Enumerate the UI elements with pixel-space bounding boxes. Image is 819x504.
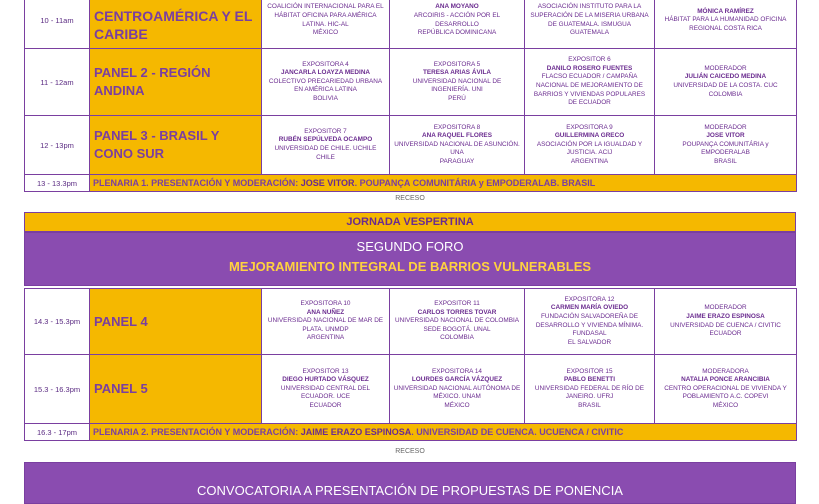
plenaria-tail: . POUPANÇA COMUNITÁRIA y EMPODERALAB. BRASIL <box>354 178 596 188</box>
speaker-country: EL SALVADOR <box>567 338 612 346</box>
speaker-name: ANA NUÑEZ <box>306 308 345 316</box>
speaker-cell <box>525 0 655 49</box>
speaker-name: DANILO ROSERO FUENTES <box>546 64 633 72</box>
speaker-name: LOURDES GARCÍA VÁZQUEZ <box>411 376 503 384</box>
speaker-country: ARGENTINA <box>570 157 609 165</box>
row-time: 15.3 - 16.3pm <box>25 355 90 424</box>
speaker-cell <box>390 0 525 49</box>
speaker-name: TERESA ARIAS ÁVILA <box>422 69 492 77</box>
speaker-country: GUATEMALA <box>570 29 609 37</box>
call-for-papers-title: CONVOCATORIA A PRESENTACIÓN DE PROPUESTAS DE PONENCIA <box>197 483 623 498</box>
speaker-org: UNIVERSIDAD NACIONAL DE COLOMBIA SEDE BOGOTÁ. UNAL <box>394 317 520 333</box>
speaker-name: JAIME ERAZO ESPINOSA <box>686 312 765 320</box>
speaker-role: EXPOSITORA 8 <box>433 123 481 131</box>
forum-subtitle: MEJORAMIENTO INTEGRAL DE BARRIOS VULNERABLES <box>228 259 592 274</box>
speaker-cell <box>525 289 655 355</box>
plenaria-time: 16.3 - 17pm <box>25 424 90 441</box>
panel-title: PANEL 5 <box>90 355 262 424</box>
speaker-country: ARGENTINA <box>306 334 345 342</box>
plenaria-time: 13 - 13.3pm <box>25 175 90 192</box>
speaker-country: COLOMBIA <box>708 90 743 98</box>
speaker-org: CENTRO OPERACIONAL DE VIVIENDA Y POBLAMIENTO A.C. COPEVI <box>664 384 787 401</box>
speaker-org: UNIVERSIDAD DE LA COSTA. CUC <box>673 82 778 89</box>
speaker-name: CARMEN MARÍA OVIEDO <box>550 304 629 312</box>
speaker-role: EXPOSITOR 7 <box>304 127 347 135</box>
speaker-cell <box>262 289 390 355</box>
speaker-org: UNIVERSIDAD FEDERAL DE RÍO DE JANEIRO. UFRJ <box>534 384 645 401</box>
speaker-role: MODERADOR <box>704 64 747 72</box>
speaker-role: EXPOSITORA 9 <box>566 123 613 131</box>
afternoon-schedule-table <box>24 288 797 441</box>
schedule-row <box>25 355 797 424</box>
speaker-country: MÉXICO <box>712 401 739 409</box>
speaker-cell <box>262 0 390 49</box>
speaker-country: REPÚBLICA DOMINICANA <box>417 29 497 37</box>
speaker-org: ARCOIRIS - ACCIÓN POR EL DESARROLLO <box>413 11 501 28</box>
schedule-row <box>25 0 797 49</box>
speaker-org: POUPANÇA COMUNITÁRIA y EMPODERALAB <box>682 140 769 157</box>
speaker-country: BOLIVIA <box>313 94 338 102</box>
plenaria-tail: . UNIVERSIDAD DE CUENCA. UCUENCA / CIVITIC <box>411 427 624 437</box>
receso-label: RECESO <box>395 195 425 202</box>
panel-title: PANEL 3 - BRASIL Y CONO SUR <box>90 116 262 175</box>
speaker-org: UNIVERSIDAD DE CHILE. UCHILE <box>274 145 377 152</box>
speaker-cell <box>390 355 525 424</box>
speaker-org: ASOCIACIÓN POR LA IGUALDAD Y JUSTICIA. ACIJ <box>536 140 643 157</box>
speaker-org: UNIVERSIDAD NACIONAL AUTÓNOMA DE MÉXICO. UNAM <box>393 384 521 401</box>
speaker-name: JULIÁN CAICEDO MEDINA <box>684 73 767 81</box>
speaker-country: ECUADOR <box>309 401 342 409</box>
plenaria-lead: PLENARIA 2. PRESENTACIÓN Y MODERACIÓN: <box>93 427 301 437</box>
speaker-country: CHILE <box>316 153 335 161</box>
speaker-name: RUBÉN SEPÚLVEDA OCAMPO <box>278 136 373 144</box>
speaker-cell <box>525 49 655 116</box>
speaker-name: ANA MOYANO <box>435 3 479 11</box>
speaker-cell <box>390 116 525 175</box>
speaker-role: EXPOSITOR 13 <box>302 367 349 375</box>
plenaria-text <box>90 424 797 441</box>
speaker-cell <box>655 116 797 175</box>
plenaria-moderator: JAIME ERAZO ESPINOSA <box>300 427 412 437</box>
speaker-cell <box>525 355 655 424</box>
row-time: 14.3 - 15.3pm <box>25 289 90 355</box>
speaker-country: COLOMBIA <box>440 334 474 342</box>
speaker-country: BRASIL <box>578 401 601 409</box>
speaker-country: BRASIL <box>714 157 737 165</box>
row-time: 12 - 13pm <box>25 116 90 175</box>
speaker-cell <box>655 0 797 49</box>
forum-title: SEGUNDO FORO <box>356 239 464 254</box>
jornada-header: JORNADA VESPERTINA <box>24 212 796 232</box>
speaker-name: JOSE VITOR <box>706 132 745 140</box>
speaker-role: EXPOSITORA 12 <box>564 295 615 303</box>
speaker-role: EXPOSITOR 11 <box>434 300 480 308</box>
speaker-name: PABLO BENETTI <box>563 376 615 384</box>
forum-banner <box>24 232 796 286</box>
speaker-org: UNIVERSIDAD NACIONAL DE MAR DE PLATA. UNMDP <box>267 317 384 333</box>
panel-title: PANEL 2 - REGIÓN ANDINA <box>90 49 262 116</box>
plenaria-row <box>25 424 797 441</box>
speaker-org: UNIVERSIDAD NACIONAL DE INGENIERÍA. UNI <box>412 77 502 94</box>
schedule-row <box>25 289 797 355</box>
speaker-cell <box>655 355 797 424</box>
speaker-org: UNIVERSIDAD NACIONAL DE ASUNCIÓN. UNA <box>394 140 520 157</box>
speaker-country: MÉXICO <box>312 29 339 37</box>
schedule-row <box>25 116 797 175</box>
panel-title: PANEL 4 <box>90 289 262 355</box>
speaker-org: UNIVERSIDAD DE CUENCA / CIVITIC <box>670 321 781 329</box>
speaker-cell <box>655 49 797 116</box>
speaker-org: ASOCIACIÓN INSTITUTO PARA LA SUPERACIÓN DE LA MISERIA URBANA DE GUATEMALA. ISMUGUA <box>530 3 649 28</box>
speaker-name: JANCARLA LOAYZA MEDINA <box>280 69 371 77</box>
speaker-org: COLECTIVO PRECARIEDAD URBANA EN AMÉRICA LATINA <box>268 77 383 94</box>
speaker-name: ANA RAQUEL FLORES <box>422 132 492 140</box>
call-for-papers-banner <box>24 462 796 504</box>
speaker-name: DIEGO HURTADO VÁSQUEZ <box>282 376 369 384</box>
speaker-country: ECUADOR <box>709 330 742 338</box>
speaker-country: MÉXICO <box>444 401 470 409</box>
speaker-cell <box>525 116 655 175</box>
speaker-cell <box>655 289 797 355</box>
speaker-role: MODERADOR <box>704 304 747 312</box>
speaker-org: UNIVERSIDAD CENTRAL DEL ECUADOR. UCE <box>280 384 371 401</box>
plenaria-row <box>25 175 797 192</box>
row-time: 10 - 11am <box>25 0 90 49</box>
speaker-country: DE ECUADOR <box>568 99 611 107</box>
speaker-role: MODERADOR <box>704 123 747 131</box>
speaker-org: FUNDACIÓN SALVADOREÑA DE DESARROLLO Y VIVIENDA MÍNIMA. FUNDASAL <box>535 312 644 338</box>
speaker-org: HÁBITAT PARA LA HUMANIDAD OFICINA REGIONAL COSTA RICA <box>664 16 787 32</box>
speaker-role: EXPOSITORA 5 <box>433 60 481 68</box>
speaker-name: MÓNICA RAMÍREZ <box>697 7 754 15</box>
speaker-name: NATALIA PONCE ARANCIBIA <box>681 376 770 384</box>
speaker-cell <box>262 49 390 116</box>
panel-title: CENTROAMÉRICA Y EL CARIBE <box>90 0 262 49</box>
speaker-org: FLACSO ECUADOR / CAMPAÑA NACIONAL DE MEJORAMIENTO DE BARRIOS Y VIVIENDAS POPULARES <box>533 73 646 98</box>
speaker-cell <box>390 289 525 355</box>
speaker-name: GUILLERMINA GRECO <box>554 132 625 140</box>
plenaria-text <box>90 175 797 192</box>
speaker-role: EXPOSITOR 15 <box>566 367 613 375</box>
speaker-country: PERÚ <box>448 94 466 102</box>
speaker-cell <box>390 49 525 116</box>
plenaria-lead: PLENARIA 1. PRESENTACIÓN Y MODERACIÓN: <box>93 178 301 188</box>
speaker-role: EXPOSITOR 6 <box>568 56 611 64</box>
speaker-role: EXPOSITORA 14 <box>432 367 482 375</box>
receso-label: RECESO <box>395 448 425 455</box>
speaker-role: MODERADORA <box>702 367 749 375</box>
speaker-role: EXPOSITORA 4 <box>302 60 349 68</box>
speaker-role: EXPOSITORA 10 <box>300 300 351 308</box>
speaker-name: CARLOS TORRES TOVAR <box>417 308 497 316</box>
speaker-cell <box>262 355 390 424</box>
plenaria-moderator: JOSE VITOR <box>300 178 355 188</box>
row-time: 11 - 12am <box>25 49 90 116</box>
speaker-org: COALICIÓN INTERNACIONAL PARA EL HÁBITAT OFICINA PARA AMÉRICA LATINA. HIC-AL <box>267 3 384 28</box>
schedule-row <box>25 49 797 116</box>
morning-schedule-table <box>24 0 797 192</box>
speaker-country: PARAGUAY <box>439 157 475 165</box>
speaker-cell <box>262 116 390 175</box>
